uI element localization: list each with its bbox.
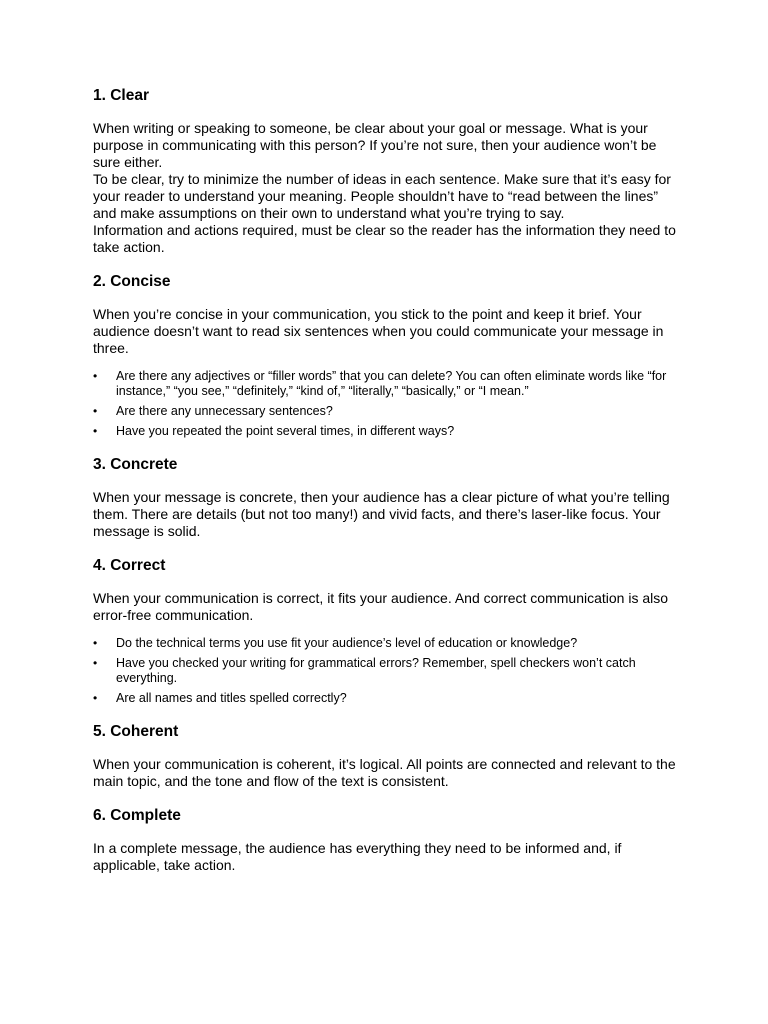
section-paragraph: Information and actions required, must be clear so the reader has the information they need to take action. [93, 222, 676, 255]
list-item [93, 636, 683, 651]
section-correct [93, 556, 683, 706]
section-heading: 5. Coherent [93, 723, 179, 740]
section-heading: 3. Concrete [93, 456, 178, 473]
document-page [93, 86, 683, 874]
list-item [93, 404, 683, 419]
section-heading: 1. Clear [93, 87, 150, 104]
section-paragraph: When writing or speaking to someone, be clear about your goal or message. What is your purpose in communicating with this person? If you’re not sure, then your audience won’t be sure either. [93, 120, 657, 170]
bullet-icon: • [93, 691, 98, 705]
list-item-text: Have you checked your writing for grammatical errors? Remember, spell checkers won’t catch everything. [116, 656, 636, 685]
list-item [93, 691, 683, 706]
list-item [93, 369, 683, 399]
section-paragraph: When your communication is correct, it fits your audience. And correct communication is also error-free communication. [93, 590, 669, 623]
list-item [93, 656, 683, 686]
bullet-list [93, 369, 683, 439]
section-clear [93, 86, 683, 256]
section-heading: 2. Concise [93, 273, 171, 290]
section-paragraph: When you’re concise in your communication, you stick to the point and keep it brief. Your audience doesn’t want to read six sentences when you could communicate your message in three. [93, 306, 664, 356]
section-paragraph: When your message is concrete, then your audience has a clear picture of what you’re telling them. There are details (but not too many!) and vivid facts, and there’s laser-like focus. Your message is solid. [93, 489, 670, 539]
list-item-text: Are there any unnecessary sentences? [116, 404, 333, 418]
list-item-text: Are there any adjectives or “filler words” that you can delete? You can often eliminate words like “for instance,” “you see,” “definitely,” “kind of,” “literally,” “basically,” or “I mean.” [116, 369, 667, 398]
bullet-icon: • [93, 424, 98, 438]
bullet-icon: • [93, 369, 98, 383]
bullet-icon: • [93, 636, 98, 650]
bullet-list [93, 636, 683, 706]
bullet-icon: • [93, 656, 98, 670]
section-complete [93, 806, 683, 874]
section-paragraph: When your communication is coherent, it’s logical. All points are connected and relevant to the main topic, and the tone and flow of the text is consistent. [93, 756, 676, 789]
section-paragraph: In a complete message, the audience has everything they need to be informed and, if applicable, take action. [93, 840, 622, 873]
section-heading: 4. Correct [93, 557, 166, 574]
bullet-icon: • [93, 404, 98, 418]
section-concrete [93, 455, 683, 540]
section-concise [93, 272, 683, 439]
section-heading: 6. Complete [93, 807, 181, 824]
section-paragraph: To be clear, try to minimize the number of ideas in each sentence. Make sure that it’s easy for your reader to understand your meaning. People shouldn’t have to “read between the lines” and make assumptions on their own to understand what you’re trying to say. [93, 171, 671, 221]
list-item-text: Are all names and titles spelled correctly? [116, 691, 347, 705]
section-coherent [93, 722, 683, 790]
list-item [93, 424, 683, 439]
list-item-text: Do the technical terms you use fit your audience’s level of education or knowledge? [116, 636, 578, 650]
list-item-text: Have you repeated the point several times, in different ways? [116, 424, 455, 438]
